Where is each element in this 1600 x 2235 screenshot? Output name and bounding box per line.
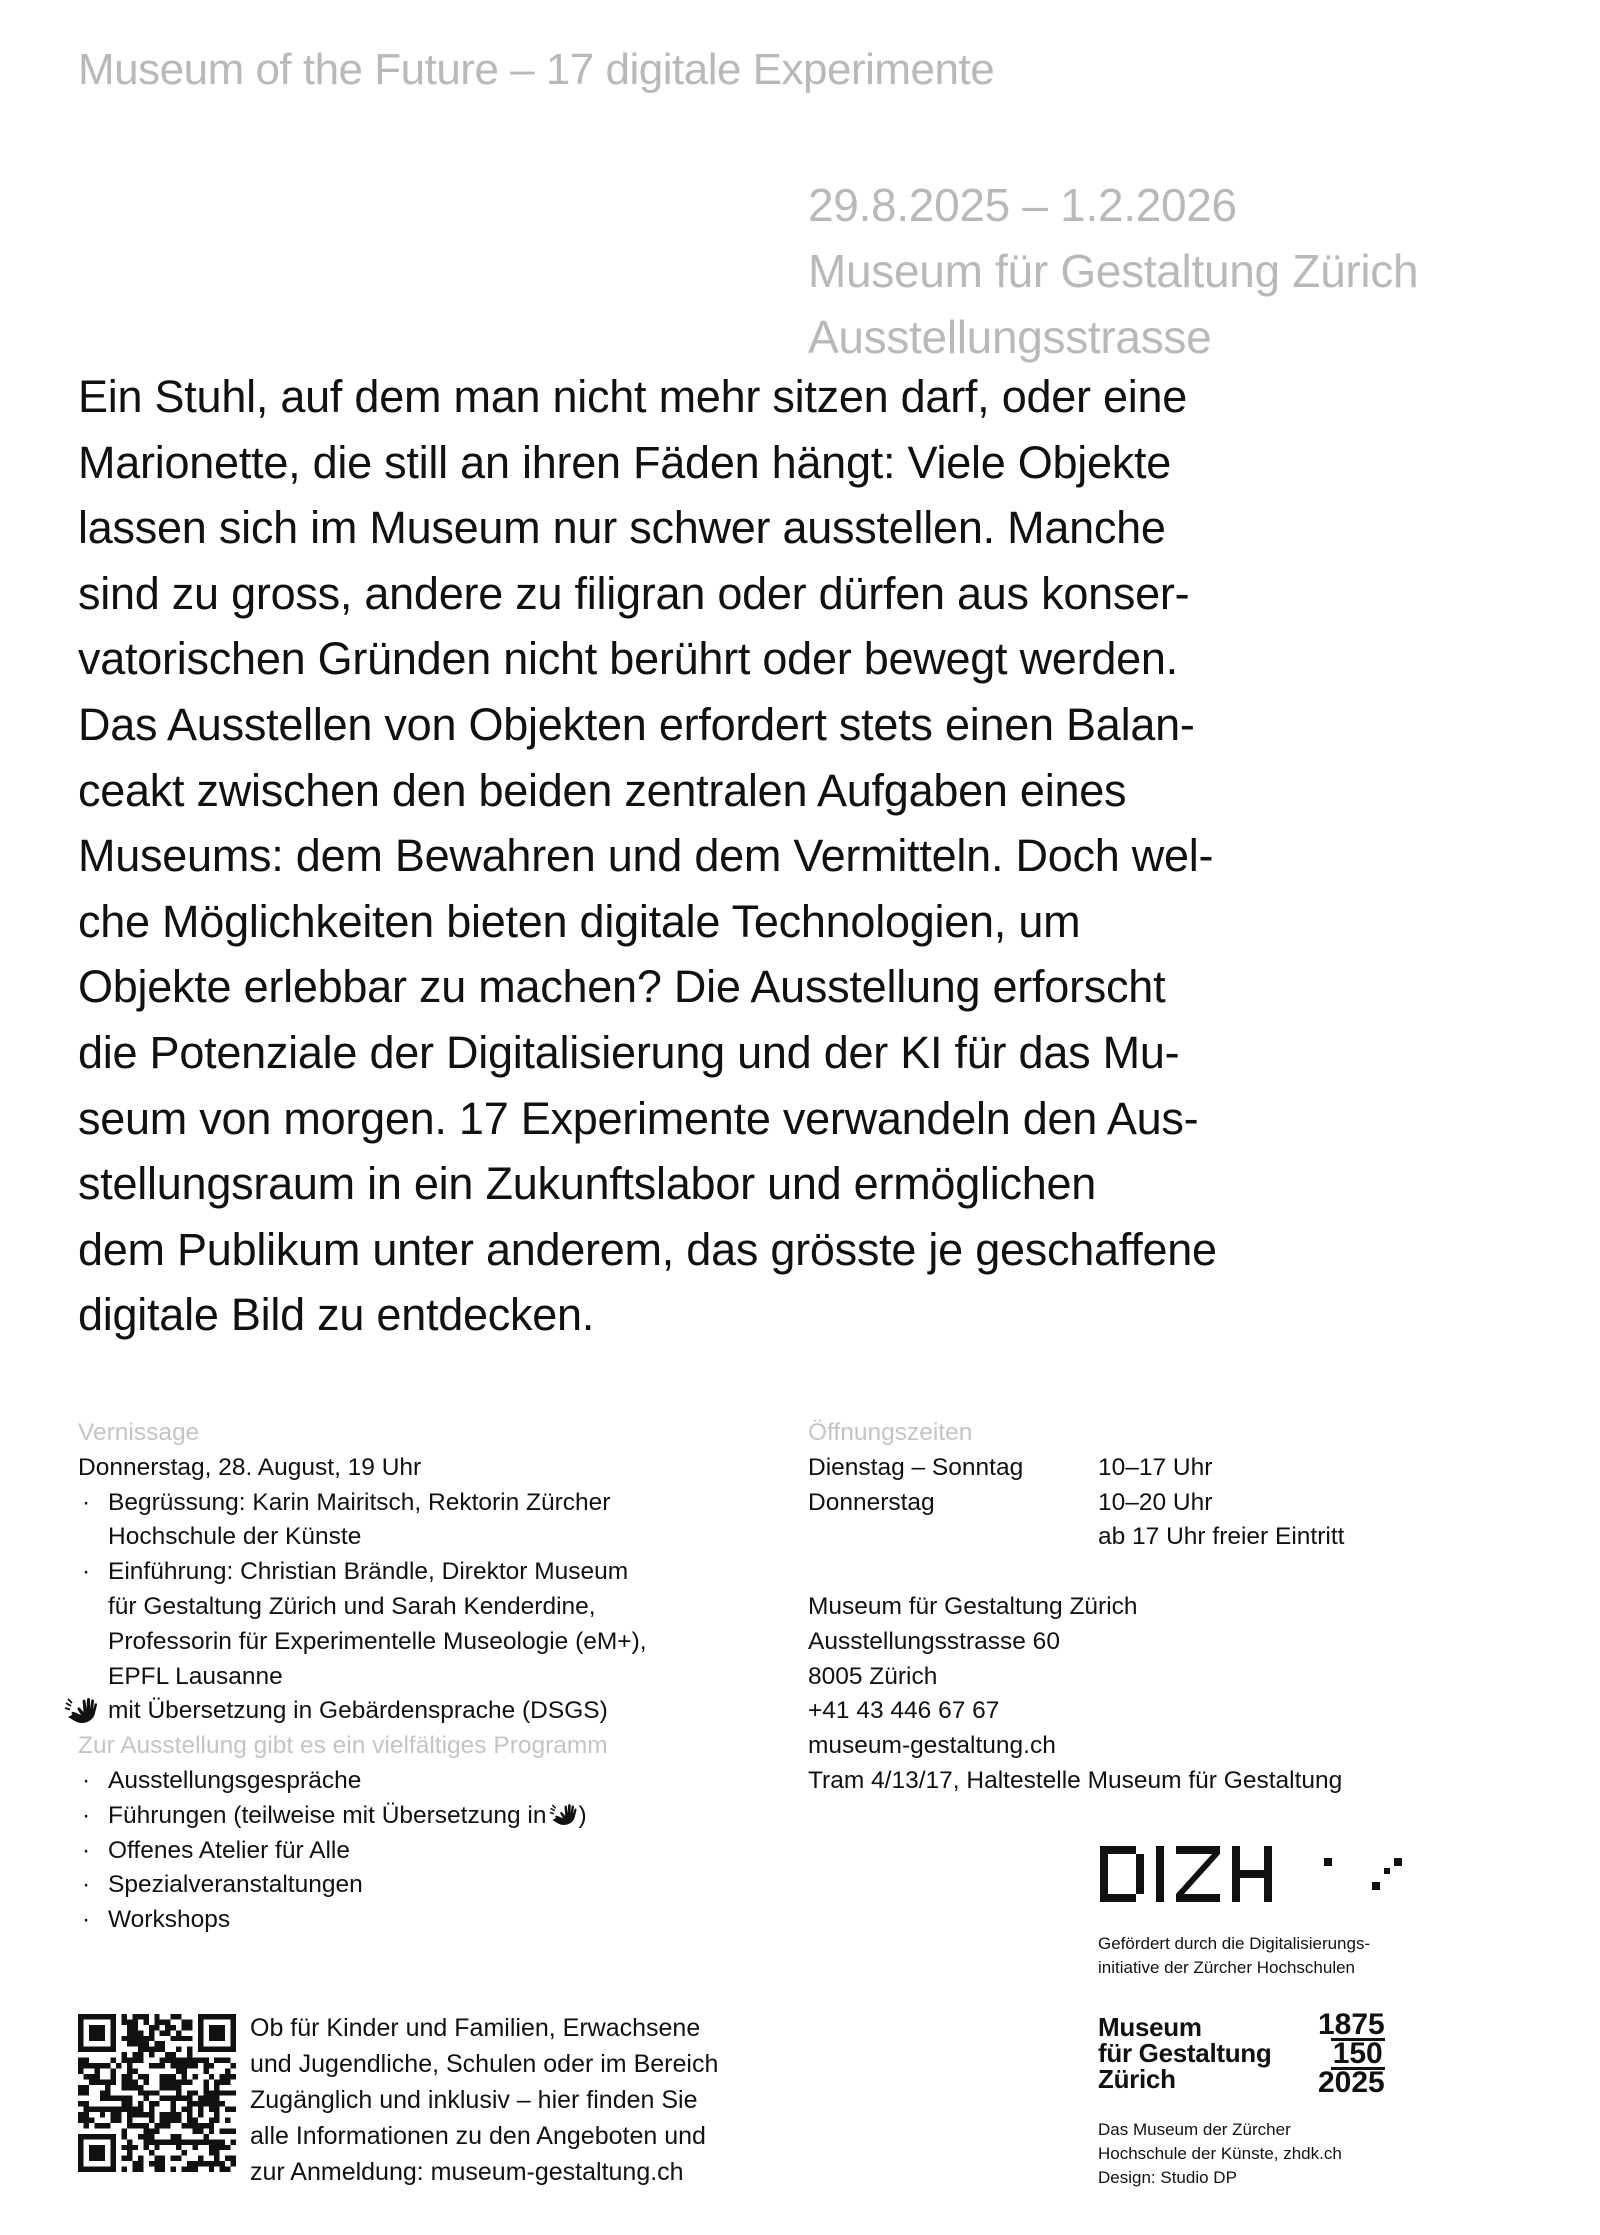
dizh-pixel-logo-icon <box>1100 1842 1420 1911</box>
hours-row <box>808 1451 1344 1486</box>
hours-time: 10–20 Uhr <box>1098 1488 1213 1516</box>
museum-caption-line: Das Museum der Zürcher <box>1098 2120 1291 2139</box>
programm-item-label: Ausstellungsgespräche <box>108 1766 362 1794</box>
year-start: 1875 <box>1318 2008 1385 2041</box>
programm-item <box>78 1903 798 1938</box>
intro-line: Das Ausstellen von Objekten erfordert stets einen Balan- <box>78 698 1195 750</box>
transport-info: Tram 4/13/17, Haltestelle Museum für Gestaltung <box>808 1766 1343 1794</box>
vernissage-heading: Vernissage <box>78 1419 200 1446</box>
address-line: Ausstellungsstrasse 60 <box>808 1627 1060 1655</box>
intro-line: Ein Stuhl, auf dem man nicht mehr sitzen darf, oder eine <box>78 371 1188 422</box>
qr-description-line: und Jugendliche, Schulen oder im Bereich <box>250 2050 719 2078</box>
vernissage-item-continuation: für Gestaltung Zürich und Sarah Kenderdine, <box>108 1592 596 1620</box>
intro-paragraph <box>78 364 1518 1348</box>
opening-hours-table <box>808 1451 1344 1555</box>
hours-time: ab 17 Uhr freier Eintritt <box>1098 1523 1345 1551</box>
programm-item-suffix: ) <box>578 1801 587 1829</box>
intro-line: vatorischen Gründen nicht berührt oder bewegt werden. <box>78 633 1178 685</box>
dizh-caption-line: Gefördert durch die Digitalisierungs- <box>1098 1934 1371 1953</box>
museum-logo-line: für Gestaltung <box>1098 2038 1272 2068</box>
qr-description-line: alle Informationen zu den Angeboten und <box>250 2122 706 2150</box>
museum-caption-line: Hochschule der Künste, zhdk.ch <box>1098 2144 1342 2163</box>
page-title: Museum of the Future – 17 digitale Experimente <box>78 45 995 94</box>
qr-code-graphic <box>78 2014 236 2172</box>
vernissage-item-continuation: Professorin für Experimentelle Museologie (eM+), <box>108 1627 647 1655</box>
bullet-dot: · <box>82 1871 91 1899</box>
address-line: 8005 Zürich <box>808 1662 938 1690</box>
programm-heading: Zur Ausstellung gibt es ein vielfältiges Programm <box>78 1732 608 1760</box>
venue-name: Museum für Gestaltung Zürich <box>808 245 1419 297</box>
intro-line: lassen sich im Museum nur schwer ausstellen. Manche <box>78 502 1166 554</box>
exhibition-info <box>808 172 1418 370</box>
sign-language-note-text: mit Übersetzung in Gebärdensprache (DSGS) <box>108 1697 608 1725</box>
venue-street: Ausstellungsstrasse <box>808 311 1212 363</box>
bullet-dot: · <box>82 1906 91 1934</box>
programm-item-label: Offenes Atelier für Alle <box>108 1836 350 1864</box>
museum-logo-line: Zürich <box>1098 2064 1176 2094</box>
hours-time: 10–17 Uhr <box>1098 1453 1213 1481</box>
vernissage-item <box>78 1555 798 1590</box>
programm-item <box>78 1834 798 1869</box>
hours-heading: Öffnungszeiten <box>808 1419 973 1446</box>
vernissage-item-line: Einführung: Christian Brändle, Direktor Museum <box>108 1558 629 1586</box>
intro-line: Marionette, die still an ihren Fäden hängt: Viele Objekte <box>78 436 1172 488</box>
programm-item <box>78 1868 798 1903</box>
sign-language-note <box>78 1694 798 1729</box>
anniversary-number: 150 <box>1332 2037 1383 2070</box>
left-column <box>78 1416 798 1938</box>
intro-line: seum von morgen. 17 Experimente verwandeln den Aus- <box>78 1092 1199 1144</box>
hours-day <box>808 1520 1098 1555</box>
hours-row <box>808 1520 1344 1555</box>
hours-day: Donnerstag <box>808 1488 935 1516</box>
website-link[interactable]: museum-gestaltung.ch <box>808 1732 1056 1760</box>
hours-day: Dienstag – Sonntag <box>808 1453 1024 1481</box>
programm-item-label: Führungen (teilweise mit Übersetzung in <box>108 1801 547 1829</box>
bullet-dot: · <box>82 1766 91 1794</box>
intro-line: ceakt zwischen den beiden zentralen Aufgaben eines <box>78 764 1127 816</box>
sign-language-hand-icon <box>64 1697 100 1725</box>
intro-line: digitale Bild zu entdecken. <box>78 1289 595 1341</box>
programm-item-label: Spezialveranstaltungen <box>108 1871 363 1899</box>
phone-number: +41 43 446 67 67 <box>808 1697 1000 1725</box>
intro-line: Museums: dem Bewahren und dem Vermitteln. Doch wel- <box>78 830 1214 882</box>
museum-logo <box>1098 2014 1271 2092</box>
dizh-caption <box>1098 1932 1370 1980</box>
bullet-dot: · <box>82 1488 91 1516</box>
date-range: 29.8.2025 – 1.2.2026 <box>808 179 1237 231</box>
vernissage-item-continuation: EPFL Lausanne <box>108 1662 283 1690</box>
programm-item-label: Workshops <box>108 1906 231 1934</box>
vernissage-item-line: Begrüssung: Karin Mairitsch, Rektorin Zürcher <box>108 1488 611 1516</box>
museum-logo-line: Museum <box>1098 2012 1202 2042</box>
qr-description <box>250 2010 718 2190</box>
vernissage-date: Donnerstag, 28. August, 19 Uhr <box>78 1453 422 1481</box>
anniversary-years <box>1318 2008 1385 2099</box>
right-column <box>808 1416 1568 1799</box>
address-line: Museum für Gestaltung Zürich <box>808 1592 1138 1620</box>
qr-description-line: zur Anmeldung: museum-gestaltung.ch <box>250 2158 684 2186</box>
programm-item <box>78 1799 798 1834</box>
hours-row <box>808 1486 1344 1521</box>
museum-caption <box>1098 2118 1342 2190</box>
qr-description-line: Ob für Kinder und Familien, Erwachsene <box>250 2014 701 2042</box>
intro-line: die Potenziale der Digitalisierung und der KI für das Mu- <box>78 1026 1180 1078</box>
intro-line: dem Publikum unter anderem, das grösste je geschaffene <box>78 1223 1217 1275</box>
intro-line: stellungsraum in ein Zukunftslabor und ermöglichen <box>78 1158 1097 1210</box>
qr-code-icon[interactable] <box>78 2014 236 2172</box>
dizh-logo-graphic <box>1100 1842 1420 1906</box>
dizh-caption-line: initiative der Zürcher Hochschulen <box>1098 1958 1356 1977</box>
year-end: 2025 <box>1318 2066 1385 2099</box>
intro-line: sind zu gross, andere zu filigran oder dürfen aus konser- <box>78 567 1190 619</box>
vernissage-item-continuation: Hochschule der Künste <box>108 1523 362 1551</box>
museum-caption-line: Design: Studio DP <box>1098 2168 1237 2187</box>
programm-item <box>78 1764 798 1799</box>
qr-description-line: Zugänglich und inklusiv – hier finden Sie <box>250 2086 698 2114</box>
bullet-dot: · <box>82 1801 91 1829</box>
bullet-dot: · <box>82 1558 91 1586</box>
vernissage-item <box>78 1486 798 1521</box>
sign-language-hand-icon <box>549 1803 579 1827</box>
intro-line: Objekte erlebbar zu machen? Die Ausstellung erforscht <box>78 961 1166 1013</box>
bullet-dot: · <box>82 1836 91 1864</box>
intro-line: che Möglichkeiten bieten digitale Technologien, um <box>78 895 1081 947</box>
